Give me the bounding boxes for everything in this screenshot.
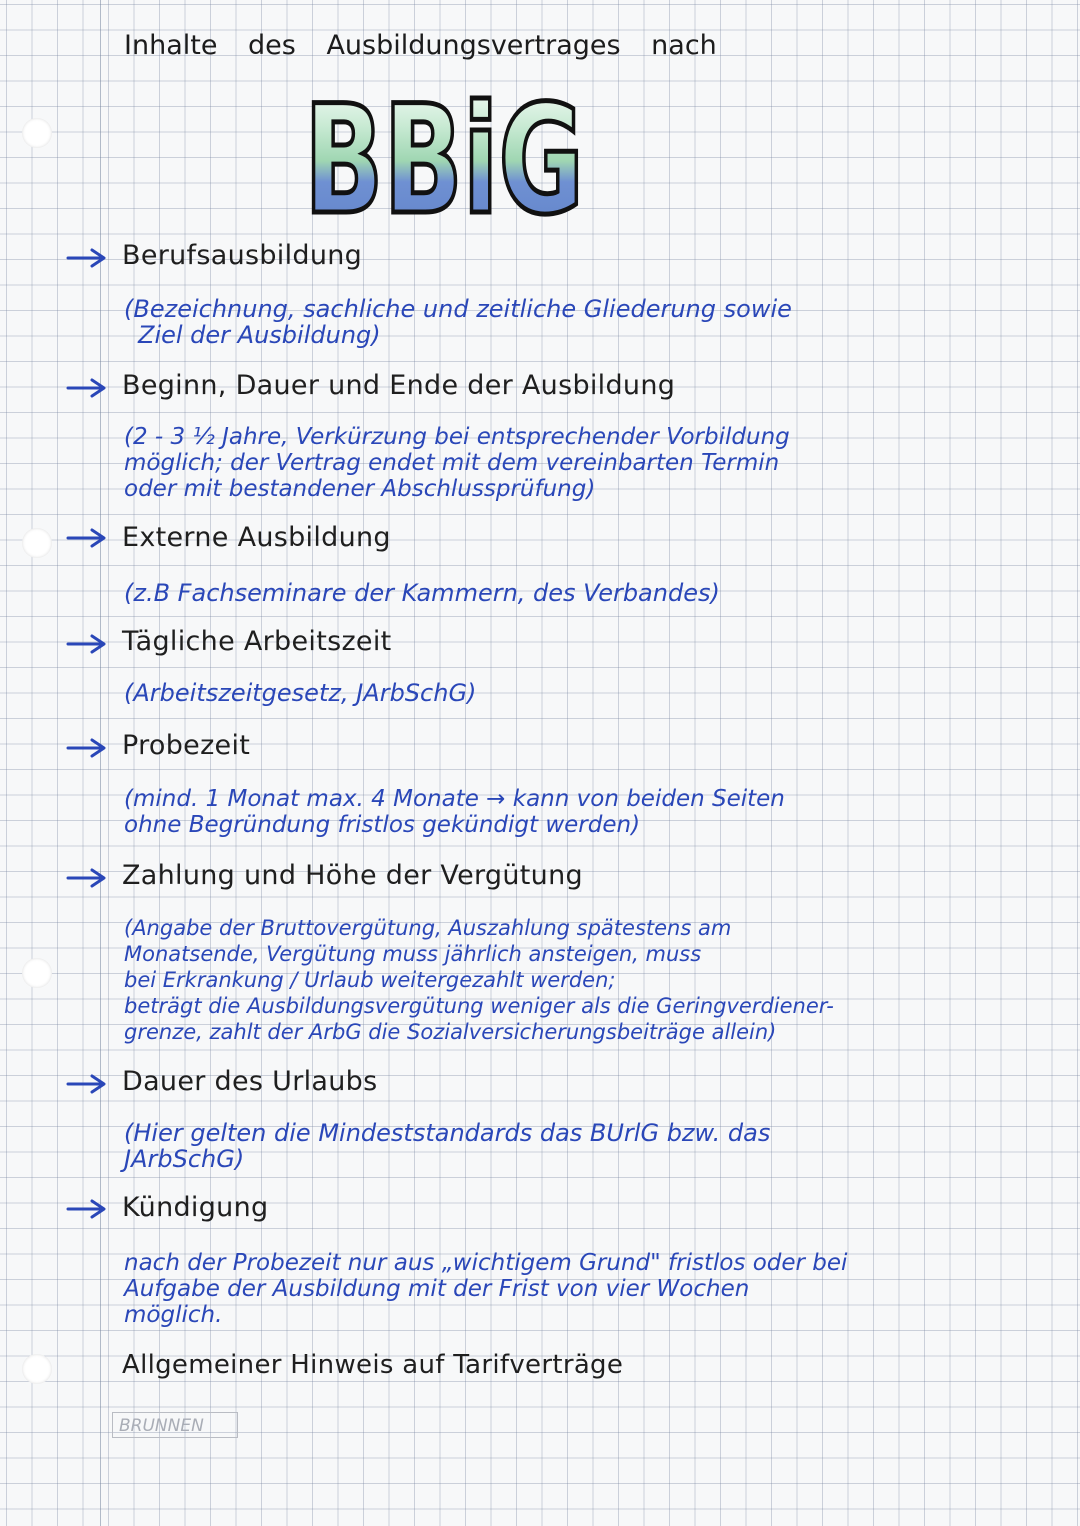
note-line: nach der Probezeit nur aus „wichtigem Grund" fristlos oder bei: [124, 1250, 848, 1276]
section-heading: Beginn, Dauer und Ende der Ausbildung: [122, 370, 676, 401]
section-heading: Probezeit: [122, 730, 251, 761]
section-note: [124, 786, 924, 838]
note-line: ohne Begründung fristlos gekündigt werden): [124, 812, 641, 838]
note-line: (Bezeichnung, sachliche und zeitliche Gliederung sowie: [124, 295, 792, 323]
arrow-right-icon: [66, 737, 108, 759]
arrow-right-icon: [66, 633, 108, 655]
logo-text: BBiG: [304, 74, 584, 248]
arrow-right-icon: [66, 377, 108, 399]
note-line: (mind. 1 Monat max. 4 Monate → kann von beiden Seiten: [124, 786, 785, 812]
section-heading: Zahlung und Höhe der Vergütung: [122, 860, 583, 891]
section-note: [124, 296, 924, 348]
title-word: nach: [651, 30, 717, 61]
general-note: Allgemeiner Hinweis auf Tarifverträge: [122, 1350, 624, 1380]
section-heading: Dauer des Urlaubs: [122, 1066, 378, 1097]
section-heading: Tägliche Arbeitszeit: [122, 626, 392, 657]
brand-text: BRUNNEN: [119, 1416, 204, 1436]
note-line: JArbSchG): [124, 1145, 245, 1173]
note-line: (Angabe der Bruttovergütung, Auszahlung spätestens am: [124, 916, 732, 940]
note-line: oder mit bestandener Abschlussprüfung): [124, 476, 596, 502]
section-note: [124, 1250, 924, 1328]
section-heading: Berufsausbildung: [122, 240, 363, 271]
section-note: [124, 1120, 924, 1172]
note-line: (Hier gelten die Mindeststandards das BUrlG bzw. das: [124, 1119, 771, 1147]
punch-hole: [22, 958, 52, 988]
punch-hole: [22, 118, 52, 148]
title-word: Inhalte: [124, 30, 218, 61]
section-note: [124, 915, 924, 1045]
section-note: [124, 580, 924, 606]
note-line: beträgt die Ausbildungsvergütung weniger als die Geringverdiener-: [124, 994, 834, 1018]
bbig-logo: [300, 74, 590, 248]
note-line: möglich; der Vertrag endet mit dem vereinbarten Termin: [124, 450, 780, 476]
brunnen-brand-stamp: [112, 1412, 238, 1438]
note-line: Monatsende, Vergütung muss jährlich ansteigen, muss: [124, 942, 702, 966]
title-word: Ausbildungsvertrages: [326, 30, 621, 61]
note-line: bei Erkrankung / Urlaub weitergezahlt werden;: [124, 968, 616, 992]
arrow-right-icon: [66, 247, 108, 269]
arrow-right-icon: [66, 867, 108, 889]
title-word: des: [248, 30, 296, 61]
arrow-right-icon: [66, 527, 108, 549]
note-line: (2 - 3 ½ Jahre, Verkürzung bei entsprechender Vorbildung: [124, 424, 790, 450]
punch-hole: [22, 1354, 52, 1384]
section-heading: Externe Ausbildung: [122, 522, 391, 553]
note-line: (Arbeitszeitgesetz, JArbSchG): [124, 679, 477, 707]
punch-hole: [22, 528, 52, 558]
page-margin-line: [100, 0, 101, 1526]
note-line: möglich.: [124, 1302, 223, 1328]
note-line: grenze, zahlt der ArbG die Sozialversicherungsbeiträge allein): [124, 1020, 777, 1044]
arrow-right-icon: [66, 1198, 108, 1220]
arrow-right-icon: [66, 1073, 108, 1095]
section-heading: Kündigung: [122, 1192, 269, 1223]
note-line: (z.B Fachseminare der Kammern, des Verbandes): [124, 579, 720, 607]
section-note: [124, 680, 924, 706]
section-note: [124, 424, 924, 502]
note-line: Aufgabe der Ausbildung mit der Frist von vier Wochen: [124, 1276, 750, 1302]
page-title: [124, 30, 739, 61]
note-line: Ziel der Ausbildung): [138, 321, 381, 349]
